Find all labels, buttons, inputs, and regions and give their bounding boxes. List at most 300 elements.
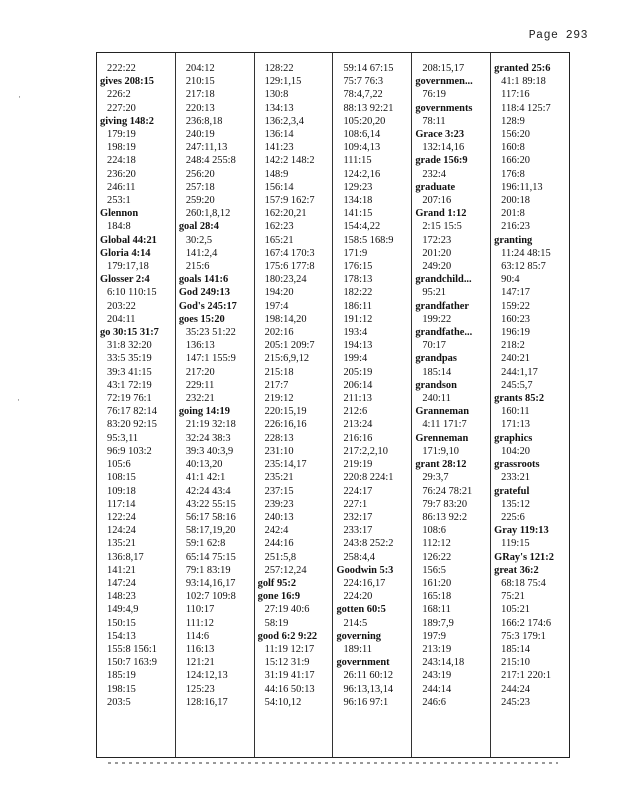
index-reference: 207:16 [422, 195, 452, 207]
index-term: goes 15:20 [178, 313, 225, 325]
index-reference: 129:23 [343, 181, 373, 193]
index-reference: 148:23 [107, 591, 136, 603]
index-reference: 214:5 [343, 617, 368, 629]
index-reference: 235:14,17 [264, 459, 307, 471]
index-term: God 249:13 [178, 287, 230, 299]
index-reference: 203:5 [107, 696, 131, 708]
index-reference: 225:6 [501, 511, 525, 523]
index-reference: 31:8 32:20 [107, 340, 152, 352]
index-reference: 111:15 [343, 155, 372, 167]
index-reference: 244:1,17 [501, 366, 538, 378]
index-reference: 202:16 [264, 327, 294, 339]
index-reference: 158:5 168:9 [343, 234, 394, 246]
index-reference: 141:23 [264, 142, 294, 154]
index-reference: 43:22 55:15 [185, 498, 236, 510]
index-reference: 217:2,2,10 [343, 445, 388, 457]
index-reference: 231:10 [264, 445, 294, 457]
index-reference: 59:1 62:8 [185, 538, 226, 550]
index-reference: 191:12 [343, 313, 373, 325]
index-reference: 2:15 15:5 [422, 221, 462, 233]
index-term: Granneman [415, 406, 470, 418]
index-reference: 167:4 170:3 [264, 247, 315, 259]
index-term: governing [336, 630, 381, 642]
index-reference: 232:17 [343, 511, 373, 523]
index-reference: 213:24 [343, 419, 373, 431]
index-reference: 95:3,11 [107, 432, 139, 444]
index-reference: 260:1,8,12 [185, 208, 231, 220]
index-reference: 171:13 [501, 419, 531, 431]
index-term: Goodwin 5:3 [336, 564, 394, 576]
index-reference: 206:14 [343, 379, 373, 391]
index-reference: 135:12 [501, 498, 531, 510]
index-reference: 157:9 162:7 [264, 195, 315, 207]
index-reference: 171:9 [343, 247, 368, 259]
index-reference: 194:13 [343, 340, 373, 352]
index-reference: 117:16 [501, 89, 530, 101]
index-reference: 96:9 103:2 [107, 445, 152, 457]
index-reference: 200:18 [501, 195, 531, 207]
index-reference: 75:21 [501, 591, 525, 603]
index-term: giving 148:2 [100, 115, 154, 127]
index-reference: 130:8 [264, 89, 289, 101]
index-reference: 105:21 [501, 604, 531, 616]
index-term: grants 85:2 [494, 393, 545, 405]
index-reference: 112:12 [422, 538, 451, 550]
index-term: grateful [494, 485, 530, 497]
index-reference: 136:8,17 [107, 551, 144, 563]
index-reference: 197:9 [422, 630, 446, 642]
index-term: Glosser 2:4 [100, 274, 150, 286]
index-reference: 229:11 [185, 379, 215, 391]
index-reference: 220:15,19 [264, 406, 307, 418]
index-table [96, 52, 570, 758]
index-reference: 41:1 42:1 [185, 472, 226, 484]
index-reference: 185:19 [107, 670, 136, 682]
index-term: granted 25:6 [494, 63, 551, 74]
index-reference: 247:11,13 [185, 142, 228, 154]
index-reference: 93:14,16,17 [185, 577, 236, 589]
index-reference: 150:15 [107, 617, 136, 629]
index-reference: 217:18 [185, 89, 215, 101]
index-reference: 155:8 156:1 [107, 643, 157, 655]
index-reference: 215:10 [501, 657, 531, 669]
index-reference: 109:18 [107, 485, 136, 497]
index-reference: 90:4 [501, 274, 520, 286]
index-reference: 72:19 76:1 [107, 393, 152, 405]
index-term: government [336, 657, 390, 669]
index-reference: 224:18 [107, 155, 136, 167]
index-reference: 244:14 [422, 683, 452, 695]
index-reference: 198:15 [107, 683, 136, 695]
index-term: grant 28:12 [415, 459, 467, 471]
index-reference: 211:13 [343, 393, 372, 405]
index-reference: 196:11,13 [501, 181, 543, 193]
index-reference: 149:4,9 [107, 604, 139, 616]
index-reference: 243:14,18 [422, 657, 465, 669]
index-reference: 176:8 [501, 168, 525, 180]
index-reference: 215:6,9,12 [264, 353, 310, 365]
index-reference: 256:20 [185, 168, 215, 180]
index-reference: 105:6 [107, 459, 131, 471]
index-reference: 126:22 [422, 551, 452, 563]
index-reference: 240:11 [422, 393, 451, 405]
index-reference: 203:22 [107, 300, 136, 312]
index-reference: 226:2 [107, 89, 131, 101]
index-reference: 40:13,20 [185, 459, 223, 471]
index-reference: 226:16,16 [264, 419, 307, 431]
index-term: go 30:15 31:7 [100, 327, 159, 339]
index-column-2 [176, 53, 255, 757]
index-reference: 43:1 72:19 [107, 379, 152, 391]
index-reference: 216:16 [343, 432, 373, 444]
index-reference: 162:23 [264, 221, 294, 233]
index-reference: 251:5,8 [264, 551, 297, 563]
index-term: golf 95:2 [257, 577, 297, 589]
index-reference: 156:14 [264, 181, 294, 193]
index-reference: 110:17 [185, 604, 215, 616]
index-reference: 186:11 [343, 300, 372, 312]
index-reference: 165:18 [422, 591, 452, 603]
index-reference: 70:17 [422, 340, 446, 352]
index-reference: 161:20 [422, 577, 452, 589]
index-reference: 116:13 [185, 643, 215, 655]
index-reference: 75:7 76:3 [343, 76, 384, 88]
index-reference: 210:15 [185, 76, 215, 88]
index-reference: 156:20 [501, 129, 531, 141]
index-reference: 236:8,18 [185, 115, 223, 127]
index-reference: 179:19 [107, 129, 136, 141]
index-reference: 125:23 [185, 683, 215, 695]
index-reference: 105:20,20 [343, 115, 386, 127]
index-reference: 78:4,7,22 [343, 89, 383, 101]
index-reference: 109:4,13 [343, 142, 381, 154]
index-reference: 246:11 [107, 181, 136, 193]
index-reference: 135:21 [107, 538, 136, 550]
index-reference: 180:23,24 [264, 274, 307, 286]
index-column-3 [255, 53, 334, 757]
index-term: Gray 119:13 [494, 525, 549, 537]
index-term: graphics [494, 432, 533, 444]
index-reference: 160:23 [501, 313, 531, 325]
index-term: governments [415, 102, 473, 114]
index-column-1 [97, 53, 176, 757]
index-reference: 240:13 [264, 511, 294, 523]
index-term: Grand 1:12 [415, 208, 467, 220]
index-reference: 197:4 [264, 300, 289, 312]
index-reference: 44:16 50:13 [264, 683, 315, 695]
index-reference: 201:8 [501, 208, 525, 220]
index-reference: 122:24 [107, 511, 136, 523]
index-reference: 88:13 92:21 [343, 102, 394, 114]
index-reference: 243:8 252:2 [343, 538, 394, 550]
index-reference: 249:20 [422, 261, 452, 273]
index-reference: 68:18 75:4 [501, 577, 546, 589]
index-reference: 141:15 [343, 208, 373, 220]
index-reference: 199:22 [422, 313, 452, 325]
index-reference: 233:21 [501, 472, 531, 484]
index-reference: 108:6 [422, 525, 446, 537]
index-reference: 235:21 [264, 472, 294, 484]
index-reference: 114:6 [185, 630, 210, 642]
index-reference: 212:6 [343, 406, 368, 418]
index-reference: 240:21 [501, 353, 531, 365]
index-reference: 222:22 [107, 63, 136, 74]
index-term: good 6:2 9:22 [257, 630, 318, 642]
index-reference: 134:13 [264, 102, 294, 114]
index-reference: 21:19 32:18 [185, 419, 236, 431]
index-reference: 224:17 [343, 485, 373, 497]
index-reference: 76:17 82:14 [107, 406, 157, 418]
index-reference: 236:20 [107, 168, 136, 180]
index-reference: 201:20 [422, 247, 452, 259]
index-term: great 36:2 [494, 564, 539, 576]
index-reference: 204:11 [107, 313, 136, 325]
index-reference: 141:21 [107, 564, 136, 576]
index-reference: 220:13 [185, 102, 215, 114]
index-term: grade 156:9 [415, 155, 468, 167]
index-reference: 147:24 [107, 577, 136, 589]
index-reference: 176:15 [343, 261, 373, 273]
index-reference: 175:6 177:8 [264, 261, 315, 273]
index-reference: 147:17 [501, 287, 531, 299]
index-term: grandfathe... [415, 327, 473, 339]
index-reference: 166:20 [501, 155, 531, 167]
index-reference: 168:11 [422, 604, 451, 616]
index-reference: 240:19 [185, 129, 215, 141]
index-reference: 159:22 [501, 300, 531, 312]
index-reference: 165:21 [264, 234, 294, 246]
index-reference: 39:3 41:15 [107, 366, 152, 378]
index-reference: 245:5,7 [501, 379, 533, 391]
index-reference: 65:14 75:15 [185, 551, 236, 563]
index-term: granting [494, 234, 533, 246]
index-reference: 83:20 92:15 [107, 419, 157, 431]
index-reference: 118:4 125:7 [501, 102, 551, 114]
index-reference: 124:24 [107, 525, 136, 537]
scan-speck: · [17, 395, 20, 405]
index-term: governmen... [415, 76, 473, 88]
index-reference: 15:12 31:9 [264, 657, 310, 669]
index-reference: 178:13 [343, 274, 373, 286]
index-reference: 232:21 [185, 393, 215, 405]
index-reference: 189:11 [343, 643, 372, 655]
index-reference: 208:15,17 [422, 63, 465, 74]
index-reference: 232:4 [422, 168, 446, 180]
index-term: grandpas [415, 353, 457, 365]
index-reference: 258:4,4 [343, 551, 375, 563]
index-reference: 128:9 [501, 115, 525, 127]
index-reference: 108:6,14 [343, 129, 381, 141]
index-reference: 30:2,5 [185, 234, 213, 246]
index-reference: 141:2,4 [185, 247, 218, 259]
index-term: going 14:19 [178, 406, 230, 418]
index-reference: 76:24 78:21 [422, 485, 473, 497]
index-term: grandchild... [415, 274, 472, 286]
index-reference: 142:2 148:2 [264, 155, 315, 167]
index-reference: 119:15 [501, 538, 530, 550]
index-reference: 198:14,20 [264, 313, 307, 325]
index-term: gives 208:15 [100, 76, 154, 88]
index-term: Grace 3:23 [415, 129, 465, 141]
index-reference: 239:23 [264, 498, 294, 510]
index-reference: 58:19 [264, 617, 289, 629]
index-reference: 54:10,12 [264, 696, 302, 708]
index-reference: 228:13 [264, 432, 294, 444]
index-reference: 196:19 [501, 327, 531, 339]
index-reference: 217:7 [264, 379, 289, 391]
index-column-4 [333, 53, 412, 757]
index-reference: 108:15 [107, 472, 136, 484]
index-reference: 59:14 67:15 [343, 63, 394, 74]
index-reference: 219:12 [264, 393, 294, 405]
index-reference: 102:7 109:8 [185, 591, 236, 603]
index-reference: 117:14 [107, 498, 136, 510]
index-reference: 172:23 [422, 234, 452, 246]
index-reference: 233:17 [343, 525, 373, 537]
index-reference: 216:23 [501, 221, 531, 233]
index-reference: 26:11 60:12 [343, 670, 394, 682]
index-reference: 136:2,3,4 [264, 115, 304, 127]
index-reference: 148:9 [264, 168, 289, 180]
index-reference: 185:14 [501, 643, 531, 655]
index-reference: 147:1 155:9 [185, 353, 236, 365]
index-reference: 11:24 48:15 [501, 247, 551, 259]
index-reference: 27:19 40:6 [264, 604, 310, 616]
index-reference: 166:2 174:6 [501, 617, 552, 629]
index-reference: 124:2,16 [343, 168, 381, 180]
index-term: God's 245:17 [178, 300, 237, 312]
index-reference: 128:22 [264, 63, 294, 74]
index-reference: 237:15 [264, 485, 294, 497]
index-reference: 220:8 224:1 [343, 472, 394, 484]
index-reference: 58:17,19,20 [185, 525, 236, 537]
scan-smudge [108, 762, 558, 764]
index-reference: 96:13,13,14 [343, 683, 394, 695]
index-reference: 205:1 209:7 [264, 340, 315, 352]
index-reference: 150:7 163:9 [107, 657, 157, 669]
index-reference: 179:17,18 [107, 261, 149, 273]
index-reference: 31:19 41:17 [264, 670, 315, 682]
index-reference: 185:14 [422, 366, 452, 378]
index-reference: 128:16,17 [185, 696, 228, 708]
index-term: grassroots [494, 459, 540, 471]
index-reference: 193:4 [343, 327, 368, 339]
index-reference: 95:21 [422, 287, 446, 299]
index-column-6 [491, 53, 569, 757]
index-reference: 76:19 [422, 89, 446, 101]
index-reference: 124:12,13 [185, 670, 228, 682]
index-reference: 215:6 [185, 261, 210, 273]
index-reference: 253:1 [107, 195, 131, 207]
index-reference: 136:14 [264, 129, 294, 141]
index-reference: 6:10 110:15 [107, 287, 157, 299]
index-term: grandson [415, 379, 457, 391]
index-reference: 32:24 38:3 [185, 432, 231, 444]
index-reference: 204:12 [185, 63, 215, 74]
index-term: goal 28:4 [178, 221, 219, 233]
index-reference: 79:1 83:19 [185, 564, 231, 576]
index-term: gotten 60:5 [336, 604, 386, 616]
index-reference: 194:20 [264, 287, 294, 299]
index-term: GRay's 121:2 [494, 551, 554, 563]
index-reference: 111:12 [185, 617, 214, 629]
index-reference: 257:12,24 [264, 564, 307, 576]
index-reference: 227:20 [107, 102, 136, 114]
index-reference: 162:20,21 [264, 208, 307, 220]
index-reference: 136:13 [185, 340, 215, 352]
index-reference: 35:23 51:22 [185, 327, 236, 339]
index-reference: 246:6 [422, 696, 446, 708]
index-reference: 56:17 58:16 [185, 511, 236, 523]
index-reference: 11:19 12:17 [264, 643, 315, 655]
index-reference: 79:7 83:20 [422, 498, 468, 510]
index-term: goals 141:6 [178, 274, 229, 286]
index-term: Grenneman [415, 432, 469, 444]
index-reference: 224:20 [343, 591, 373, 603]
index-reference: 78:11 [422, 115, 446, 127]
index-term: grandfather [415, 300, 469, 312]
index-reference: 160:11 [501, 406, 530, 418]
index-reference: 257:18 [185, 181, 215, 193]
index-term: gone 16:9 [257, 591, 301, 603]
index-reference: 244:24 [501, 683, 531, 695]
index-reference: 198:19 [107, 142, 136, 154]
index-reference: 217:1 220:1 [501, 670, 552, 682]
index-reference: 4:11 171:7 [422, 419, 467, 431]
index-reference: 213:19 [422, 643, 452, 655]
index-reference: 224:16,17 [343, 577, 386, 589]
index-reference: 75:3 179:1 [501, 630, 546, 642]
index-reference: 243:19 [422, 670, 452, 682]
index-reference: 219:19 [343, 459, 373, 471]
index-reference: 242:4 [264, 525, 289, 537]
index-reference: 33:5 35:19 [107, 353, 152, 365]
index-reference: 205:19 [343, 366, 373, 378]
index-reference: 154:13 [107, 630, 136, 642]
index-reference: 171:9,10 [422, 445, 459, 457]
index-reference: 132:14,16 [422, 142, 465, 154]
scan-speck: · [18, 92, 21, 102]
index-reference: 218:2 [501, 340, 525, 352]
index-reference: 29:3,7 [422, 472, 449, 484]
index-term: Glennon [100, 208, 139, 220]
index-term: graduate [415, 181, 456, 193]
index-reference: 41:1 89:18 [501, 76, 546, 88]
index-reference: 39:3 40:3,9 [185, 445, 234, 457]
index-reference: 248:4 255:8 [185, 155, 236, 167]
index-reference: 134:18 [343, 195, 373, 207]
index-term: Gloria 4:14 [100, 247, 151, 259]
index-reference: 86:13 92:2 [422, 511, 468, 523]
index-term: Global 44:21 [100, 234, 157, 246]
index-reference: 227:1 [343, 498, 368, 510]
index-reference: 42:24 43:4 [185, 485, 231, 497]
page-number: Page 293 [528, 29, 588, 42]
index-reference: 215:18 [264, 366, 294, 378]
index-reference: 96:16 97:1 [343, 696, 389, 708]
index-reference: 245:23 [501, 696, 531, 708]
index-reference: 121:21 [185, 657, 215, 669]
index-reference: 129:1,15 [264, 76, 302, 88]
index-reference: 154:4,22 [343, 221, 381, 233]
index-reference: 160:8 [501, 142, 525, 154]
index-reference: 156:5 [422, 564, 446, 576]
index-reference: 244:16 [264, 538, 294, 550]
index-reference: 199:4 [343, 353, 368, 365]
index-reference: 217:20 [185, 366, 215, 378]
index-reference: 259:20 [185, 195, 215, 207]
index-reference: 104:20 [501, 445, 531, 457]
